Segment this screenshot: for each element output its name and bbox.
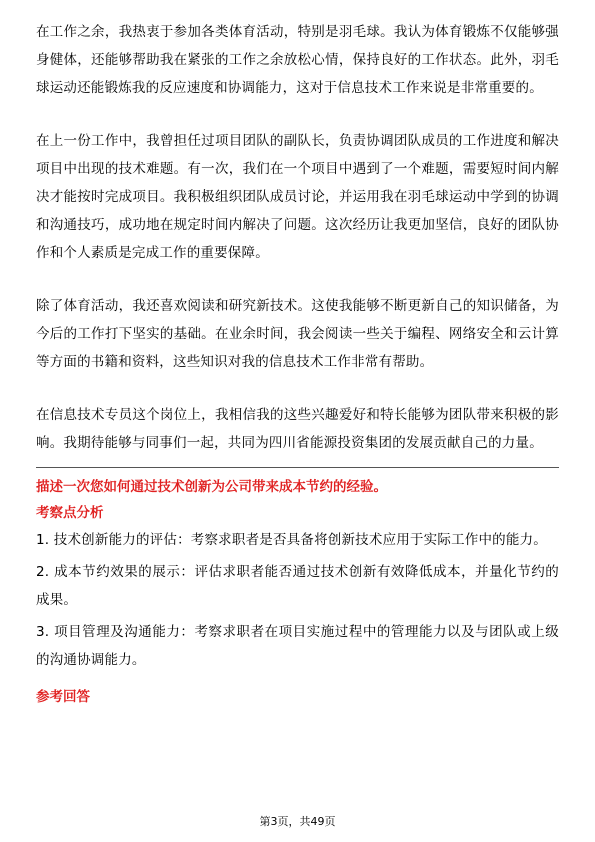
analysis-item: 2. 成本节约效果的展示：评估求职者能否通过技术创新有效降低成本，并量化节约的成果。 (36, 564, 559, 608)
analysis-item: 1. 技术创新能力的评估：考察求职者是否具备将创新技术应用于实际工作中的能力。 (36, 532, 547, 548)
paragraph-team-experience: 在上一份工作中，我曾担任过项目团队的副队长，负责协调团队成员的工作进度和解决项目中出现的技术难题。有一次，我们在一个项目中遇到了一个难题，需要短时间内解决才能按时完成项目。我积极组织团队成员讨论，并运用我在羽毛球运动中学到的协调和沟通技巧，成功地在规定时间内解决了问题。这次经历让我更加坚信，良好的团队协作和个人素质是完成工作的重要保障。 (36, 133, 559, 261)
section-divider (36, 467, 559, 468)
paragraph-conclusion: 在信息技术专员这个岗位上，我相信我的这些兴趣爱好和特长能够为团队带来积极的影响。我期待能够与同事们一起，共同为四川省能源投资集团的发展贡献自己的力量。 (36, 407, 559, 451)
analysis-item: 3. 项目管理及沟通能力：考察求职者在项目实施过程中的管理能力以及与团队或上级的沟通协调能力。 (36, 624, 559, 668)
paragraph-reading: 除了体育活动，我还喜欢阅读和研究新技术。这使我能够不断更新自己的知识储备，为今后的工作打下坚实的基础。在业余时间，我会阅读一些关于编程、网络安全和云计算等方面的书籍和资料，这些知识对我的信息技术工作非常有帮助。 (36, 298, 559, 370)
analysis-title: 考察点分析 (36, 505, 104, 521)
document-body (36, 18, 559, 710)
paragraph-hobbies: 在工作之余，我热衷于参加各类体育活动，特别是羽毛球。我认为体育锻炼不仅能够强身健体，还能够帮助我在紧张的工作之余放松心情，保持良好的工作状态。此外，羽毛球运动还能锻炼我的反应速度和协调能力，这对于信息技术工作来说是非常重要的。 (36, 24, 559, 96)
analysis-list (36, 526, 559, 674)
page-number: 第3页，共49页 (259, 815, 336, 828)
interview-question: 描述一次您如何通过技术创新为公司带来成本节约的经验。 (36, 479, 387, 495)
reference-answer-title: 参考回答 (36, 689, 90, 705)
